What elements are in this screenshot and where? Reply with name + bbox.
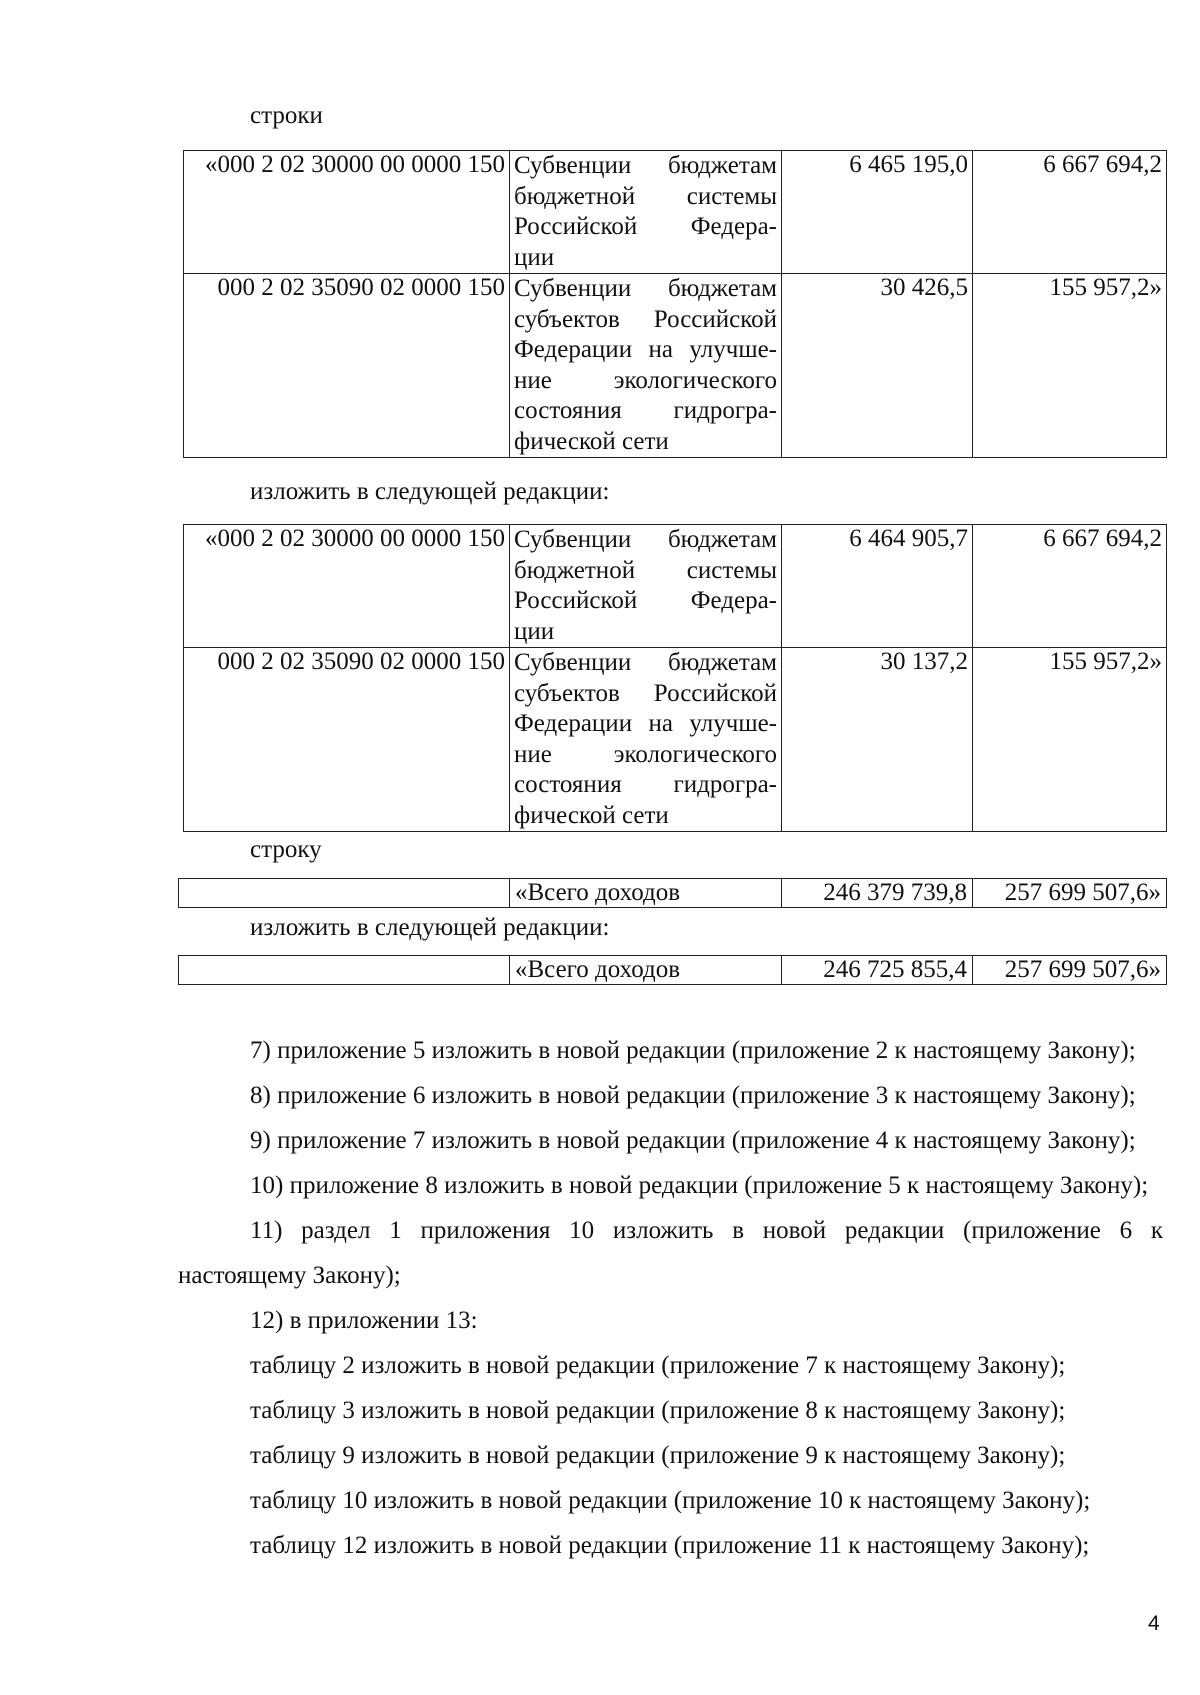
description-line: Субвенции бюджетам bbox=[514, 649, 777, 676]
description-line: Субвенции бюджетам bbox=[514, 275, 777, 302]
description-line: Федерации на улучше- bbox=[514, 710, 777, 737]
description-line: состояния гидрогра- bbox=[514, 771, 777, 798]
total-label-cell: «Всего доходов bbox=[510, 879, 782, 908]
empty-cell bbox=[179, 879, 510, 908]
list-item: 12) в приложении 13: bbox=[250, 1307, 478, 1334]
list-item: 11) раздел 1 приложения 10 изложить в новой редакции (приложение 6 к bbox=[250, 1217, 1163, 1244]
list-item: таблицу 9 изложить в новой редакции (приложение 9 к настоящему Закону); bbox=[250, 1442, 1066, 1469]
description-line: Субвенции бюджетам bbox=[514, 526, 777, 553]
list-item: таблицу 10 изложить в новой редакции (приложение 10 к настоящему Закону); bbox=[250, 1487, 1091, 1514]
description-line: субъектов Российской bbox=[514, 305, 777, 333]
amount-2019-cell: 30 426,5 bbox=[782, 274, 973, 458]
budget-code-cell: 000 2 02 35090 02 0000 150 bbox=[184, 648, 510, 832]
description-line: субъектов Российской bbox=[514, 679, 777, 707]
budget-code-cell: «000 2 02 30000 00 0000 150 bbox=[184, 151, 510, 274]
total-2020-cell: 257 699 507,6» bbox=[973, 879, 1167, 908]
label-new-redaction: изложить в следующей редакции: bbox=[250, 478, 610, 505]
list-item: 10) приложение 8 изложить в новой редакции (приложение 5 к настоящему Закону); bbox=[250, 1172, 1149, 1199]
list-item: таблицу 3 изложить в новой редакции (приложение 8 к настоящему Закону); bbox=[250, 1397, 1066, 1424]
table-row bbox=[184, 648, 1167, 832]
description-cell bbox=[510, 274, 782, 458]
list-item: 9) приложение 7 изложить в новой редакции (приложение 4 к настоящему Закону); bbox=[250, 1127, 1136, 1154]
description-line: ние экологического bbox=[514, 740, 777, 768]
table-row bbox=[184, 151, 1167, 274]
amount-2019-cell: 30 137,2 bbox=[782, 648, 973, 832]
label-stroki: строки bbox=[250, 102, 323, 129]
description-line: бюджетной системы bbox=[514, 556, 777, 584]
list-item-continuation: настоящему Закону); bbox=[178, 1262, 401, 1289]
page-number: 4 bbox=[1148, 1612, 1160, 1635]
total-2020-cell: 257 699 507,6» bbox=[973, 956, 1167, 985]
description-line: бюджетной системы bbox=[514, 182, 777, 210]
list-item: 7) приложение 5 изложить в новой редакции (приложение 2 к настоящему Закону); bbox=[250, 1037, 1136, 1064]
amount-2020-cell: 6 667 694,2 bbox=[973, 525, 1167, 648]
list-item: таблицу 2 изложить в новой редакции (приложение 7 к настоящему Закону); bbox=[250, 1352, 1066, 1379]
budget-code-cell: «000 2 02 30000 00 0000 150 bbox=[184, 525, 510, 648]
amount-2020-cell: 155 957,2» bbox=[973, 274, 1167, 458]
table-total-new bbox=[178, 955, 1167, 985]
total-2019-cell: 246 725 855,4 bbox=[782, 956, 973, 985]
description-cell bbox=[510, 525, 782, 648]
amount-2019-cell: 6 464 905,7 bbox=[782, 525, 973, 648]
list-item: таблицу 12 изложить в новой редакции (приложение 11 к настоящему Закону); bbox=[250, 1532, 1090, 1559]
total-label-cell: «Всего доходов bbox=[510, 956, 782, 985]
description-cell bbox=[510, 151, 782, 274]
table-old-subventions bbox=[183, 150, 1167, 458]
description-line: ние экологического bbox=[514, 366, 777, 394]
table-row bbox=[179, 956, 1167, 985]
description-line: Субвенции бюджетам bbox=[514, 152, 777, 179]
description-line: Российской Федера- bbox=[514, 213, 777, 240]
budget-code-cell: 000 2 02 35090 02 0000 150 bbox=[184, 274, 510, 458]
description-line: фической сети bbox=[514, 801, 669, 829]
amount-2020-cell: 155 957,2» bbox=[973, 648, 1167, 832]
total-2019-cell: 246 379 739,8 bbox=[782, 879, 973, 908]
amount-2020-cell: 6 667 694,2 bbox=[973, 151, 1167, 274]
description-line: фической сети bbox=[514, 427, 669, 455]
description-line: Федерации на улучше- bbox=[514, 336, 777, 363]
table-row bbox=[179, 879, 1167, 908]
table-new-subventions bbox=[183, 524, 1167, 832]
description-line: ции bbox=[514, 617, 555, 645]
table-row bbox=[184, 274, 1167, 458]
table-row bbox=[184, 525, 1167, 648]
table-total-old bbox=[178, 878, 1167, 908]
description-line: Российской Федера- bbox=[514, 587, 777, 614]
description-line: состояния гидрогра- bbox=[514, 397, 777, 424]
amount-2019-cell: 6 465 195,0 bbox=[782, 151, 973, 274]
empty-cell bbox=[179, 956, 510, 985]
label-new-redaction-2: изложить в следующей редакции: bbox=[250, 914, 610, 941]
list-item: 8) приложение 6 изложить в новой редакции (приложение 3 к настоящему Закону); bbox=[250, 1082, 1136, 1109]
description-line: ции bbox=[514, 243, 555, 271]
description-cell bbox=[510, 648, 782, 832]
label-stroku: строку bbox=[250, 836, 322, 863]
